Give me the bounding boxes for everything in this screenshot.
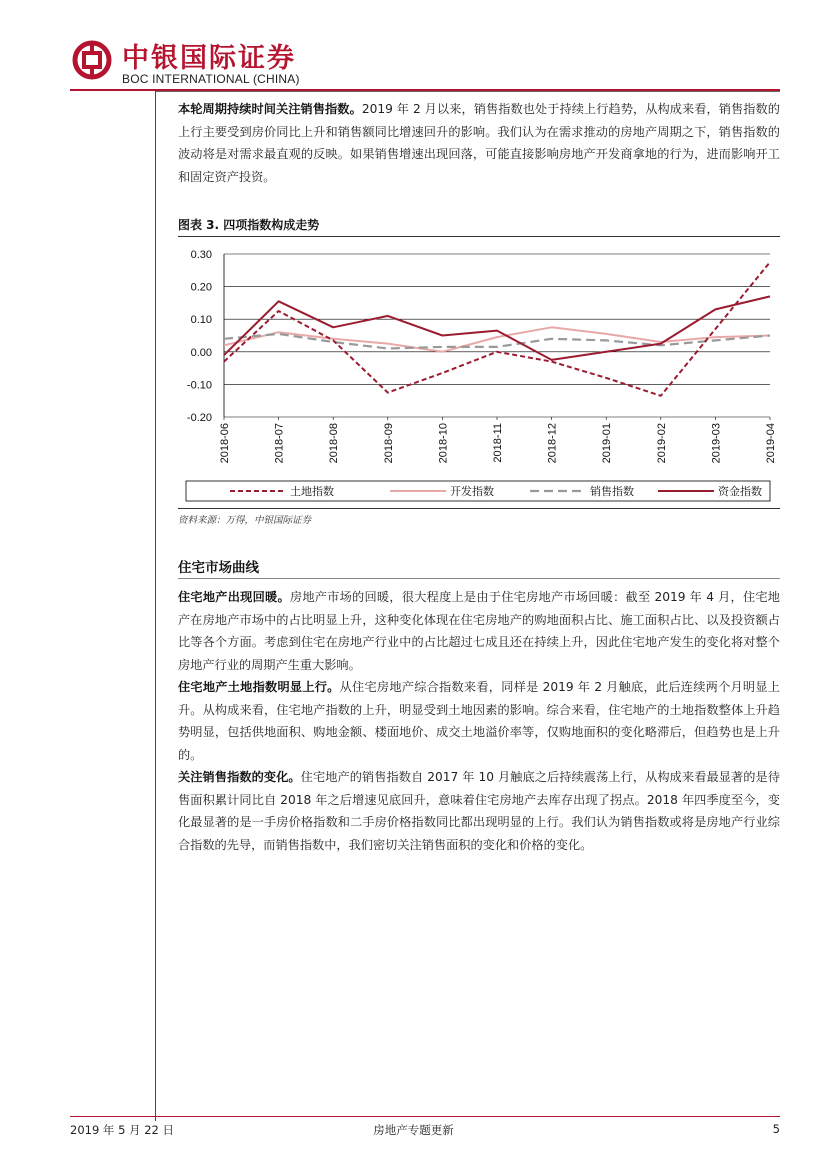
- legend-label: 资金指数: [718, 486, 762, 498]
- footer-title: 房地产专题更新: [373, 1123, 454, 1137]
- legend-label: 土地指数: [290, 486, 334, 498]
- x-tick-label: 2018-09: [382, 423, 395, 464]
- x-tick-label: 2018-11: [492, 423, 504, 463]
- section-rule: [178, 578, 780, 579]
- legend-label: 销售指数: [590, 486, 634, 498]
- logo-english-name: BOC INTERNATIONAL (CHINA): [122, 72, 300, 86]
- x-tick-label: 2018-07: [273, 423, 286, 464]
- paragraph-lead: 住宅地产出现回暖。: [178, 590, 290, 604]
- x-tick-label: 2019-04: [765, 423, 777, 464]
- x-tick-label: 2019-01: [601, 423, 614, 464]
- figure-bottom-rule: [178, 508, 780, 509]
- left-margin-rule: [155, 91, 156, 1121]
- y-tick-label: 0.00: [190, 346, 212, 359]
- intro-body: 2019 年 2 月以来，销售指数也处于持续上行趋势，从构成来看，销售指数的上行主要受到房价同比上升和销售额同比增速回升的影响。我们认为在需求推动的房地产周期之下，销售指数的波动将是对需求最直观的反映。如果销售增速出现回落，可能直接影响房地产开发商拿地的行为，进而影响开工和固定资产投资。: [178, 102, 780, 184]
- paragraph-housing-recovery: [178, 586, 780, 676]
- x-tick-label: 2019-03: [710, 423, 723, 464]
- paragraph-lead: 住宅地产土地指数明显上行。: [178, 680, 340, 694]
- x-tick-label: 2018-06: [219, 423, 231, 464]
- line-chart: [178, 238, 780, 506]
- figure-title: 图表 3. 四项指数构成走势: [178, 218, 320, 232]
- logo-chinese-name: 中银国际证券: [122, 43, 296, 74]
- intro-paragraph: [178, 98, 780, 188]
- y-tick-label: -0.10: [186, 379, 212, 392]
- paragraph-body: 房地产市场的回暖，很大程度上是由于住宅房地产市场回暖：截至 2019 年 4 月，住宅地产在房地产市场中的占比明显上升，这种变化体现在住宅房地产的购地面积占比、施工面积占比、以及投资额占比等各个方面。考虑到住宅在房地产行业中的占比超过七成且还在持续上升，因此住宅地产发生的变化将对整个房地产行业的周期产生重大影响。: [178, 590, 780, 672]
- boc-logo-icon: [72, 40, 112, 80]
- intro-lead: 本轮周期持续时间关注销售指数。: [178, 102, 362, 116]
- series-line-1: [224, 262, 770, 396]
- y-tick-label: -0.20: [186, 412, 212, 424]
- paragraph-body: 从住宅房地产综合指数来看，同样是 2019 年 2 月触底，此后连续两个月明显上升。从构成来看，住宅地产指数的上升，明显受到土地因素的影响。综合来看，住宅地产的土地指数整体上升趋势明显，包括供地面积、购地金额、楼面地价、成交土地溢价率等，仅购地面积的变化略滞后，但趋势也是上升的。: [178, 680, 780, 762]
- series-line-4: [224, 296, 770, 360]
- page-number: 5: [772, 1122, 780, 1136]
- legend-label: 开发指数: [450, 486, 494, 498]
- footer-date: 2019 年 5 月 22 日: [70, 1123, 174, 1137]
- section-title: 住宅市场曲线: [178, 560, 259, 576]
- header-divider-thin: [155, 91, 780, 92]
- paragraph-body: 住宅地产的销售指数自 2017 年 10 月触底之后持续震荡上行，从构成来看最显著的是待售面积累计同比自 2018 年之后增速见底回升，意味着住宅房地产去库存出现了拐点。2018 年四季度至今，变化最显著的是一手房价格指数和二手房价格指数同比都出现明显的上行。我们认为销售指数或将是房地产行业综合指数的先导，而销售指数中，我们密切关注销售面积的变化和价格的变化。: [178, 770, 780, 852]
- x-tick-label: 2018-12: [546, 423, 559, 464]
- figure-title-rule: [178, 236, 780, 237]
- footer-divider: [70, 1116, 780, 1117]
- paragraph-land-index: [178, 676, 780, 766]
- figure-source: 资料来源：万得，中银国际证券: [178, 515, 312, 526]
- chart-svg: [178, 238, 780, 506]
- x-tick-label: 2018-08: [328, 423, 341, 464]
- y-tick-label: 0.10: [190, 314, 212, 327]
- paragraph-lead: 关注销售指数的变化。: [178, 770, 301, 784]
- y-tick-label: 0.30: [190, 249, 212, 261]
- paragraph-sales-index: [178, 766, 780, 856]
- x-tick-label: 2019-02: [655, 423, 668, 464]
- y-tick-label: 0.20: [190, 281, 212, 294]
- x-tick-label: 2018-10: [437, 423, 450, 464]
